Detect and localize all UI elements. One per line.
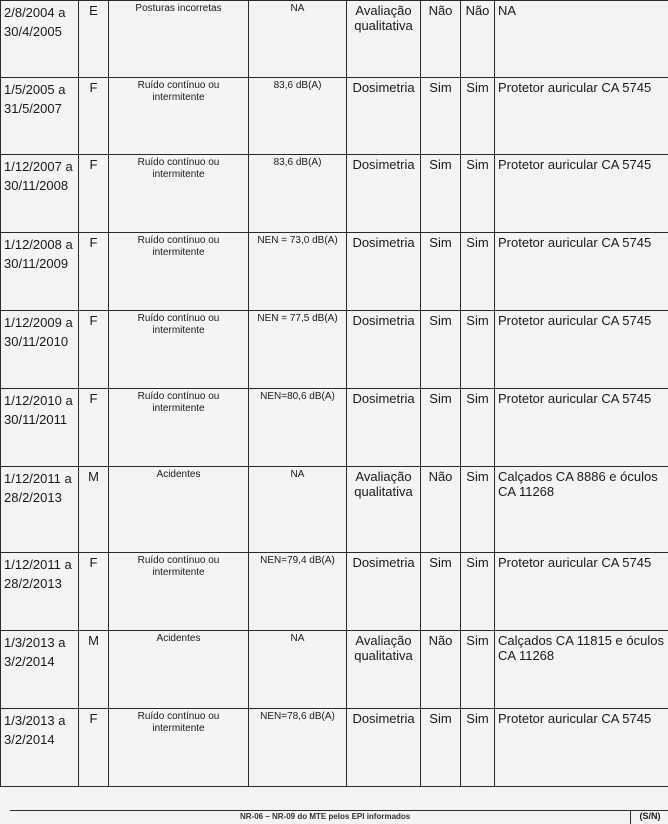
row-epi: Não [461,1,495,78]
row-epi: Sim [461,233,495,311]
row-epc: Não [421,631,461,709]
table-row [1,155,668,233]
row-code: M [79,467,109,553]
row-agent: Ruído contínuo ou intermitente [109,553,249,631]
row-intensity: 83,6 dB(A) [249,155,347,233]
footer-text: NR-06 – NR-09 do MTE pelos EPI informados [240,812,411,821]
footer [0,810,668,824]
row-code: F [79,709,109,787]
row-intensity: NEN = 73,0 dB(A) [249,233,347,311]
row-technique: Avaliação qualitativa [347,631,421,709]
footer-sn-box: (S/N) [630,810,668,824]
footer-rule [10,810,668,811]
row-period: 1/12/2008 a 30/11/2009 [1,233,79,311]
row-ca: NA [495,1,668,78]
row-epi: Sim [461,553,495,631]
row-epc: Sim [421,553,461,631]
row-technique: Dosimetria [347,311,421,389]
row-epc: Sim [421,155,461,233]
row-period: 1/5/2005 a 31/5/2007 [1,78,79,155]
row-epi: Sim [461,467,495,553]
row-period: 1/12/2009 a 30/11/2010 [1,311,79,389]
row-epc: Sim [421,78,461,155]
table-row [1,553,668,631]
row-agent: Acidentes [109,631,249,709]
row-code: F [79,311,109,389]
row-period: 2/8/2004 a 30/4/2005 [1,1,79,78]
row-technique: Avaliação qualitativa [347,1,421,78]
row-ca: Protetor auricular CA 5745 [495,389,668,467]
row-code: F [79,553,109,631]
row-epc: Sim [421,709,461,787]
row-epi: Sim [461,631,495,709]
row-period: 1/3/2013 a 3/2/2014 [1,709,79,787]
table-row [1,709,668,787]
row-agent: Ruído contínuo ou intermitente [109,233,249,311]
row-code: F [79,233,109,311]
row-technique: Dosimetria [347,78,421,155]
table-row [1,467,668,553]
row-agent: Ruído contínuo ou intermitente [109,709,249,787]
row-code: F [79,389,109,467]
row-epc: Sim [421,389,461,467]
row-epc: Não [421,1,461,78]
row-period: 1/12/2007 a 30/11/2008 [1,155,79,233]
row-agent: Ruído contínuo ou intermitente [109,311,249,389]
row-technique: Dosimetria [347,553,421,631]
row-ca: Calçados CA 8886 e óculos CA 11268 [495,467,668,553]
row-agent: Ruído contínuo ou intermitente [109,389,249,467]
row-epi: Sim [461,311,495,389]
row-technique: Dosimetria [347,233,421,311]
table-row [1,1,668,78]
table-row [1,389,668,467]
row-technique: Avaliação qualitativa [347,467,421,553]
row-agent: Ruído contínuo ou intermitente [109,78,249,155]
row-intensity: 83,6 dB(A) [249,78,347,155]
row-intensity: NA [249,467,347,553]
table-row [1,233,668,311]
row-ca: Protetor auricular CA 5745 [495,709,668,787]
row-code: E [79,1,109,78]
row-period: 1/12/2010 a 30/11/2011 [1,389,79,467]
table-row [1,631,668,709]
row-technique: Dosimetria [347,389,421,467]
row-epi: Sim [461,709,495,787]
row-epc: Não [421,467,461,553]
row-period: 1/12/2011 a 28/2/2013 [1,553,79,631]
row-intensity: NA [249,631,347,709]
row-intensity: NEN=80,6 dB(A) [249,389,347,467]
row-epi: Sim [461,389,495,467]
row-intensity: NA [249,1,347,78]
row-technique: Dosimetria [347,155,421,233]
table-row [1,78,668,155]
row-ca: Calçados CA 11815 e óculos CA 11268 [495,631,668,709]
row-ca: Protetor auricular CA 5745 [495,78,668,155]
row-epi: Sim [461,78,495,155]
row-code: F [79,155,109,233]
row-code: F [79,78,109,155]
row-epi: Sim [461,155,495,233]
row-epc: Sim [421,311,461,389]
table-row [1,311,668,389]
row-technique: Dosimetria [347,709,421,787]
row-period: 1/12/2011 a 28/2/2013 [1,467,79,553]
row-ca: Protetor auricular CA 5745 [495,553,668,631]
row-agent: Acidentes [109,467,249,553]
row-agent: Posturas incorretas [109,1,249,78]
row-intensity: NEN=78,6 dB(A) [249,709,347,787]
row-ca: Protetor auricular CA 5745 [495,311,668,389]
row-ca: Protetor auricular CA 5745 [495,233,668,311]
row-period: 1/3/2013 a 3/2/2014 [1,631,79,709]
row-agent: Ruído contínuo ou intermitente [109,155,249,233]
row-code: M [79,631,109,709]
row-intensity: NEN=79,4 dB(A) [249,553,347,631]
row-epc: Sim [421,233,461,311]
row-intensity: NEN = 77,5 dB(A) [249,311,347,389]
row-ca: Protetor auricular CA 5745 [495,155,668,233]
